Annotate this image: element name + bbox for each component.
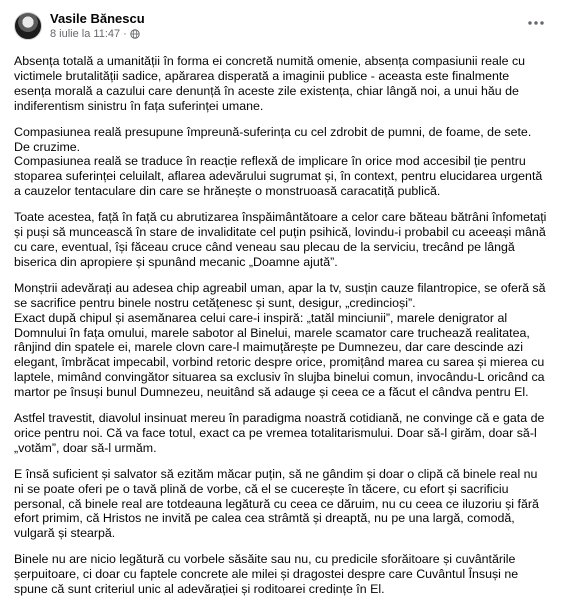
author-name[interactable]: Vasile Bănescu	[50, 11, 145, 27]
post-body	[14, 54, 549, 597]
more-options-button[interactable]	[525, 10, 547, 32]
post-meta	[50, 12, 145, 39]
separator-dot: ·	[123, 27, 127, 40]
post-paragraph: Compasiunea reală se traduce în reacție reflexă de implicare în orice mod accesibil ție pentru stoparea suferinței celuilalt, aflarea adevărului sugrumat și, în context, pentru elucidarea urgentă a cauzelor tentaculare din care se hrănește o monstruoasă caracatiță publică.	[14, 154, 543, 199]
globe-icon	[130, 29, 140, 39]
post-paragraph: Binele nu are nicio legătură cu vorbele săsăite sau nu, cu predicile sforăitoare și cuvântările șerpuitoare, ci doar cu faptele concrete ale milei și dragostei despre care Cuvântul Însuși ne spune că sunt criteriul unic al adevărației și roditoarei credințe în El.	[14, 552, 519, 597]
post-timestamp[interactable]: 8 iulie la 11:47	[50, 27, 121, 40]
post-header	[14, 8, 549, 44]
post-paragraph: Toate acestea, față în față cu abrutizarea înspăimântătoare a celor care băteau bătrâni înfometați și puși să muncească în stare de invaliditate cel puțin psihică, lovindu-i probabil cu aceeași mână cu care, eventual, își făceau cruce când veneau sau plecau de la serviciu, trecând pe lângă biserica din apropiere și spunând mecanic „Doamne ajută”.	[14, 210, 547, 269]
post-paragraph: Absența totală a umanității în forma ei concretă numită omenie, absența compasiunii reale cu victimele brutalității sadice, apărarea disperată a imaginii publice - aceasta este finalmente esența morală a cazului care denunță în aceste zile existența, chiar lângă noi, a unui hău de indiferentism sinistru în fața suferinței umane.	[14, 54, 526, 113]
post-paragraph: Exact după chipul și asemănarea celui care-i inspiră: „tatăl minciunii”, marele denigrator al Domnului în fața omului, marele sabotor al Binelui, marele scamator care truchează realitatea, rânjind din spatele ei, marele clovn care-l maimuțărește pe Dumnezeu, dar care descinde azi elegant, îmbrăcat impecabil, vorbind retoric despre orice, promițând marea cu sarea și mierea cu laptele, mimând convingător situarea sa exclusiv în slujba binelui comun, invocându-L oricând ca martor pe însuși bunul Dumnezeu, neuitând să adauge și ceea ce a făcut el cândva pentru El.	[14, 310, 545, 400]
more-options-icon	[528, 12, 544, 30]
post-subline	[50, 28, 145, 40]
avatar[interactable]	[14, 12, 42, 40]
post-paragraph: Compasiunea reală presupune împreună-suferința cu cel zdrobit de pumni, de foame, de sete. De cruzime.	[14, 124, 532, 154]
post-paragraph: Astfel travestit, diavolul insinuat mereu în paradigma noastră cotidiană, ne convinge că e gata de orice pentru noi. Că va face totul, exact ca pe vremea totalitarismului. Doar să-l girăm, doar să-l „votăm”, doar să-l urmăm.	[14, 411, 545, 455]
post-paragraph: E însă suficient și salvator să ezităm măcar puțin, să ne gândim și doar o clipă că binele real nu ni se poate oferi pe o tavă plină de vorbe, că el se cucerește în tăcere, cu efort și sacrificiu personal, că binele real are totdeauna legătură cu ceea ce dăruim, nu cu ceea ce iluzoriu și fără efort primim, că Hristos ne invită pe calea cea strâmtă și dreaptă, nu pe una largă, comodă, vulgară și stearpă.	[14, 466, 539, 541]
post-paragraph: Monștrii adevărați au adesea chip agreabil uman, apar la tv, susțin cauze filantropice, se oferă să se sacrifice pentru binele nostru cetățenesc și sunt, desigur, „credincioși”.	[14, 280, 546, 310]
